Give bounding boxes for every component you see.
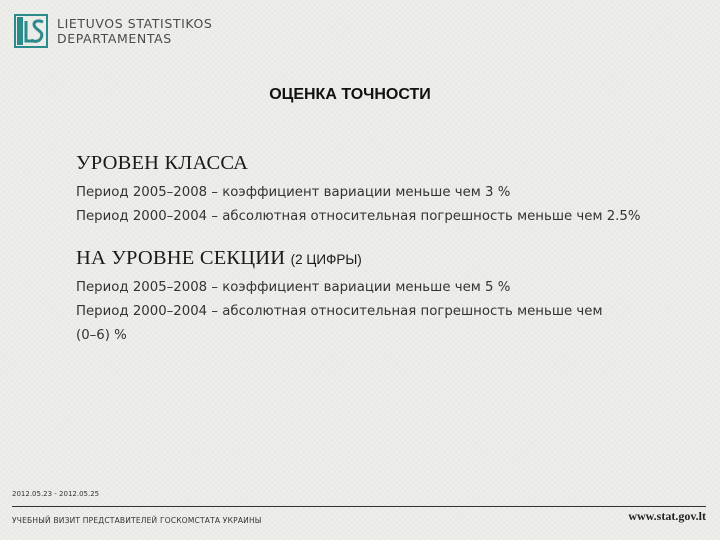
section-heading-suffix: (2 ЦИФРЫ) (290, 252, 362, 267)
text-line: Период 2005–2008 – коэффициент вариации меньше чем 3 % (76, 185, 511, 200)
text-line: Период 2000–2004 – абсолютная относительная погрешность меньше чем (76, 304, 603, 319)
section-division-level (76, 247, 706, 348)
section-heading-text: НА УРОВНЕ СЕКЦИИ (76, 247, 291, 269)
footer-website-link[interactable]: www.stat.gov.lt (628, 509, 706, 523)
logo-line-1: LIETUVOS STATISTIKOS (57, 16, 213, 31)
text-line: Период 2000–2004 – абсолютная относительная погрешность меньше чем 2.5% (76, 209, 641, 224)
text-line: Период 2005–2008 – коэффициент вариации меньше чем 5 % (76, 280, 511, 295)
footer-divider (12, 506, 706, 507)
text-line: (0–6) % (76, 328, 127, 343)
footer-dates: 2012.05.23 - 2012.05.25 (12, 490, 100, 498)
footer-caption: УЧЕБНЫЙ ВИЗИТ ПРЕДСТАВИТЕЛЕЙ ГОСКОМСТАТА УКРАИНЫ (12, 516, 262, 525)
logo-mark-icon (14, 14, 48, 48)
section-heading-text: УРОВЕН КЛАССА (76, 152, 249, 174)
section-heading (76, 247, 706, 270)
slide-content (76, 152, 706, 348)
slide-title: ОЦЕНКА ТОЧНОСТИ (269, 86, 431, 103)
section-class-level (76, 152, 706, 229)
logo (14, 14, 212, 48)
logo-text (57, 16, 212, 46)
logo-line-2: DEPARTAMENTAS (57, 31, 172, 46)
section-heading (76, 152, 706, 175)
